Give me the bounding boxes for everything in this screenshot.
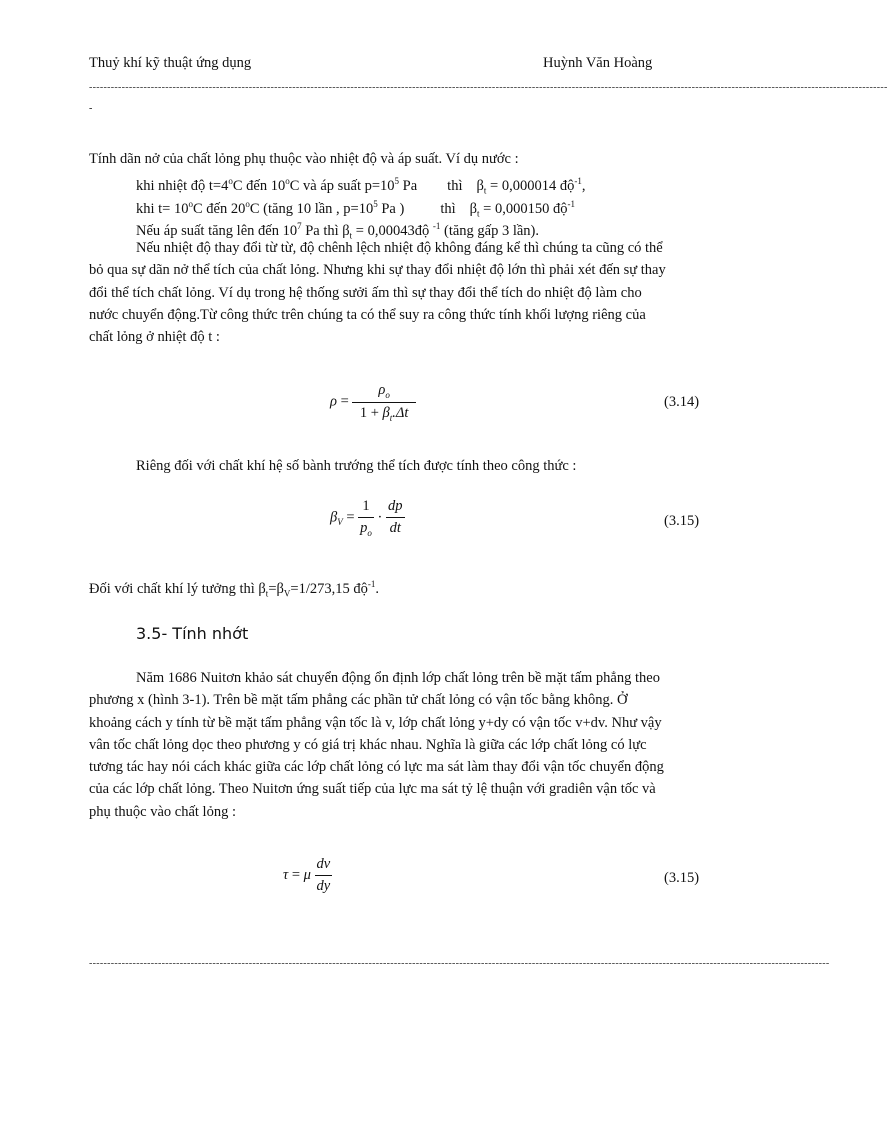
para2-line: Nếu nhiệt độ thay đổi từ từ, độ chênh lệch nhiệt độ không đáng kể thì chúng ta cũng có thể <box>136 240 663 257</box>
beta-symbol: β <box>469 200 478 217</box>
beta-symbol: β <box>476 178 484 195</box>
expansion-paragraph <box>89 148 729 349</box>
viscosity-line: phụ thuộc vào chất lỏng : <box>89 803 236 820</box>
equation-number: (3.15) <box>664 870 700 886</box>
example-line-1: khi nhiệt độ $t=4^oC$ đến 10$^o$C và áp suất $p=10^5$ Pa thì $\beta_t = 0,000014$ độ$^{-1}$, <box>136 176 586 197</box>
viscosity-line: phương x (hình 3-1). Trên bề mặt tấm phẳng các phần tử chất lỏng có vận tốc bằng không. Ở <box>89 692 628 709</box>
para2-line: bỏ qua sự dãn nở thể tích của chất lỏng. Nhưng khi sự thay đổi nhiệt độ lớn thì phải xét đến sự thay <box>89 262 666 279</box>
header-title: Thuỷ khí kỹ thuật ứng dụng <box>89 55 252 71</box>
equation-3-15-gas: $\beta_V$ = $\frac{1}{p_o}$ · $\frac{dp}{dt}$ <box>330 498 403 538</box>
example-line-2: khi $t= 10^oC$ đến 20$^o$C (tăng 10 lần , $p=10^5$ Pa ) thì $\beta_t = 0,000150$ độ$^{-1}$ <box>136 198 575 219</box>
density-fraction: $\frac{\rho_o}{1 + \beta_t.\Delta t}$ <box>352 382 415 423</box>
equation-number: (3.15) <box>664 513 700 529</box>
viscosity-line: Năm 1686 Nuitơn khảo sát chuyển động ổn định lớp chất lỏng trên bề mặt tấm phẳng theo <box>136 670 660 686</box>
viscosity-line: vân tốc chất lỏng dọc theo phương y có giá trị khác nhau. Nghĩa là giữa các lớp chất lỏng có lực <box>89 736 647 753</box>
example-line-3: Nếu áp suất tăng lên đến $10^7$ Pa thì $\beta_t$ = 0,00043độ $^{-1}$ (tăng gấp 3 lần). <box>136 220 540 241</box>
equation-newton-viscosity: τ = μ $\frac{dv}{dy}$ <box>283 856 331 894</box>
gas-coefficient-line: Riêng đối với chất khí hệ số bành trướng thể tích được tính theo công thức : <box>136 458 577 474</box>
beta-symbol: β <box>342 222 350 239</box>
viscosity-line: tương tác hay nói cách khác giữa các lớp chất lỏng có lực ma sát làm thay đổi vận tốc chuyển động <box>89 759 664 776</box>
ideal-gas-line: Đối với chất khí lý tưởng thì $\beta_t=\beta_V=1/273,15$ độ$^{-1}$. <box>89 579 379 599</box>
viscosity-paragraph <box>89 667 729 823</box>
para2-line: chất lỏng ở nhiệt độ t : <box>89 329 220 346</box>
section-heading: 3.5- Tính nhớt <box>136 624 249 643</box>
para2-line: đổi thể tích chất lỏng. Ví dụ trong hệ thống sưởi ấm thì sự thay đổi thể tích do nhiệt độ làm cho <box>89 284 642 301</box>
intro-line: Tính dãn nở của chất lỏng phụ thuộc vào nhiệt độ và áp suất. Ví dụ nước : <box>89 151 519 167</box>
para2-line: nước chuyển động.Từ công thức trên chúng ta có thể suy ra công thức tính khối lượng riêng của <box>89 307 646 324</box>
header-author: Huỳnh Văn Hoàng <box>543 55 653 71</box>
viscosity-line: khoảng cách y tính từ bề mặt tấm phẳng vận tốc là v, lớp chất lỏng y+dy có vận tốc v+dv. Như vậy <box>89 714 662 731</box>
header-rule-tail: - <box>89 103 93 114</box>
viscosity-line: của các lớp chất lỏng. Theo Nuitơn ứng suất tiếp của lực ma sát tỷ lệ thuận với gradiên vận tốc và <box>89 781 656 798</box>
footer-rule: ------------------------------------------------------------------------------------------------------------------------------------------------------------------------------------------------------------ <box>89 958 830 969</box>
equation-3-14: ρ = $\frac{\rho_o}{1 + \beta_t.\Delta t}$ <box>330 382 416 423</box>
header-rule: ---------------------------------------------------------------------------------------------------------------------------------------------------------------------------------------------------------------------------- <box>89 82 888 93</box>
equation-number: (3.14) <box>664 394 700 410</box>
